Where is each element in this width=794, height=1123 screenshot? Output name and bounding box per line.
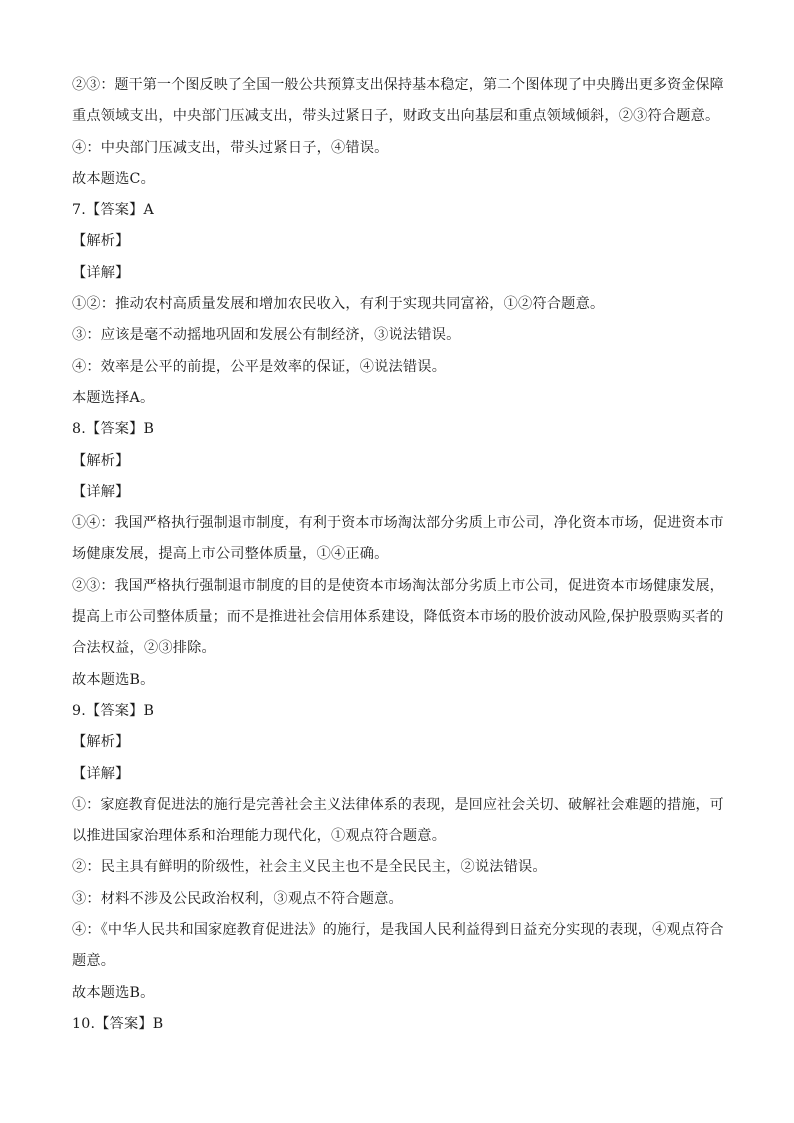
text-line-26: ②：民主具有鲜明的阶级性，社会主义民主也不是全民民主，②说法错误。 <box>72 859 547 876</box>
text-line-10: ④：效率是公平的前提，公平是效率的保证，④说法错误。 <box>72 358 447 375</box>
document-page <box>72 70 724 1040</box>
analysis-heading: 【解析】 <box>72 233 130 250</box>
text-line-18: 提高上市公司整体质量；而不是推进社会信用体系建设，降低资本市场的股价波动风险,保护股票购买者的 <box>72 609 724 626</box>
text-line-20: 故本题选B。 <box>72 671 155 688</box>
detail-heading: 【详解】 <box>72 483 130 500</box>
text-line-17: ②③：我国严格执行强制退市制度的目的是使资本市场淘汰部分劣质上市公司，促进资本市场健康发展， <box>72 577 724 594</box>
answer-heading-7: 7.【答案】A <box>72 202 154 219</box>
detail-heading: 【详解】 <box>72 264 130 281</box>
text-line-30: 故本题选B。 <box>72 984 155 1001</box>
text-line-3: ④：中央部门压减支出，带头过紧日子，④错误。 <box>72 139 389 156</box>
text-line-8: ①②：推动农村高质量发展和增加农民收入，有利于实现共同富裕，①②符合题意。 <box>72 296 605 313</box>
text-line-16: 场健康发展，提高上市公司整体质量，①④正确。 <box>72 546 389 563</box>
text-line-24: ①：家庭教育促进法的施行是完善社会主义法律体系的表现，是回应社会关切、破解社会难题的措施，可 <box>72 796 724 813</box>
text-line-11: 本题选择A。 <box>72 389 155 406</box>
answer-heading-10: 10.【答案】B <box>72 1015 164 1032</box>
detail-heading: 【详解】 <box>72 765 130 782</box>
text-line-19: 合法权益，②③排除。 <box>72 640 216 657</box>
text-line-29: 题意。 <box>72 953 116 970</box>
text-line-27: ③：材料不涉及公民政治权利，③观点不符合题意。 <box>72 890 403 907</box>
text-line-25: 以推进国家治理体系和治理能力现代化，①观点符合题意。 <box>72 828 447 845</box>
answer-heading-8: 8.【答案】B <box>72 421 155 438</box>
analysis-heading: 【解析】 <box>72 734 130 751</box>
text-line-28: ④：《中华人民共和国家庭教育促进法》的施行，是我国人民利益得到日益充分实现的表现，④观点符合 <box>72 922 724 939</box>
analysis-heading: 【解析】 <box>72 452 130 469</box>
text-line-1: ②③：题干第一个图反映了全国一般公共预算支出保持基本稳定，第二个图体现了中央腾出更多资金保障 <box>72 77 724 93</box>
text-line-2: 重点领域支出，中央部门压减支出，带头过紧日子，财政支出向基层和重点领域倾斜，②③符合题意。 <box>72 108 720 125</box>
answer-heading-9: 9.【答案】B <box>72 702 155 719</box>
text-line-4: 故本题选C。 <box>72 170 155 187</box>
text-line-15: ①④：我国严格执行强制退市制度，有利于资本市场淘汰部分劣质上市公司，净化资本市场，促进资本市 <box>72 515 724 532</box>
text-line-9: ③：应该是毫不动摇地巩固和发展公有制经济，③说法错误。 <box>72 327 461 344</box>
